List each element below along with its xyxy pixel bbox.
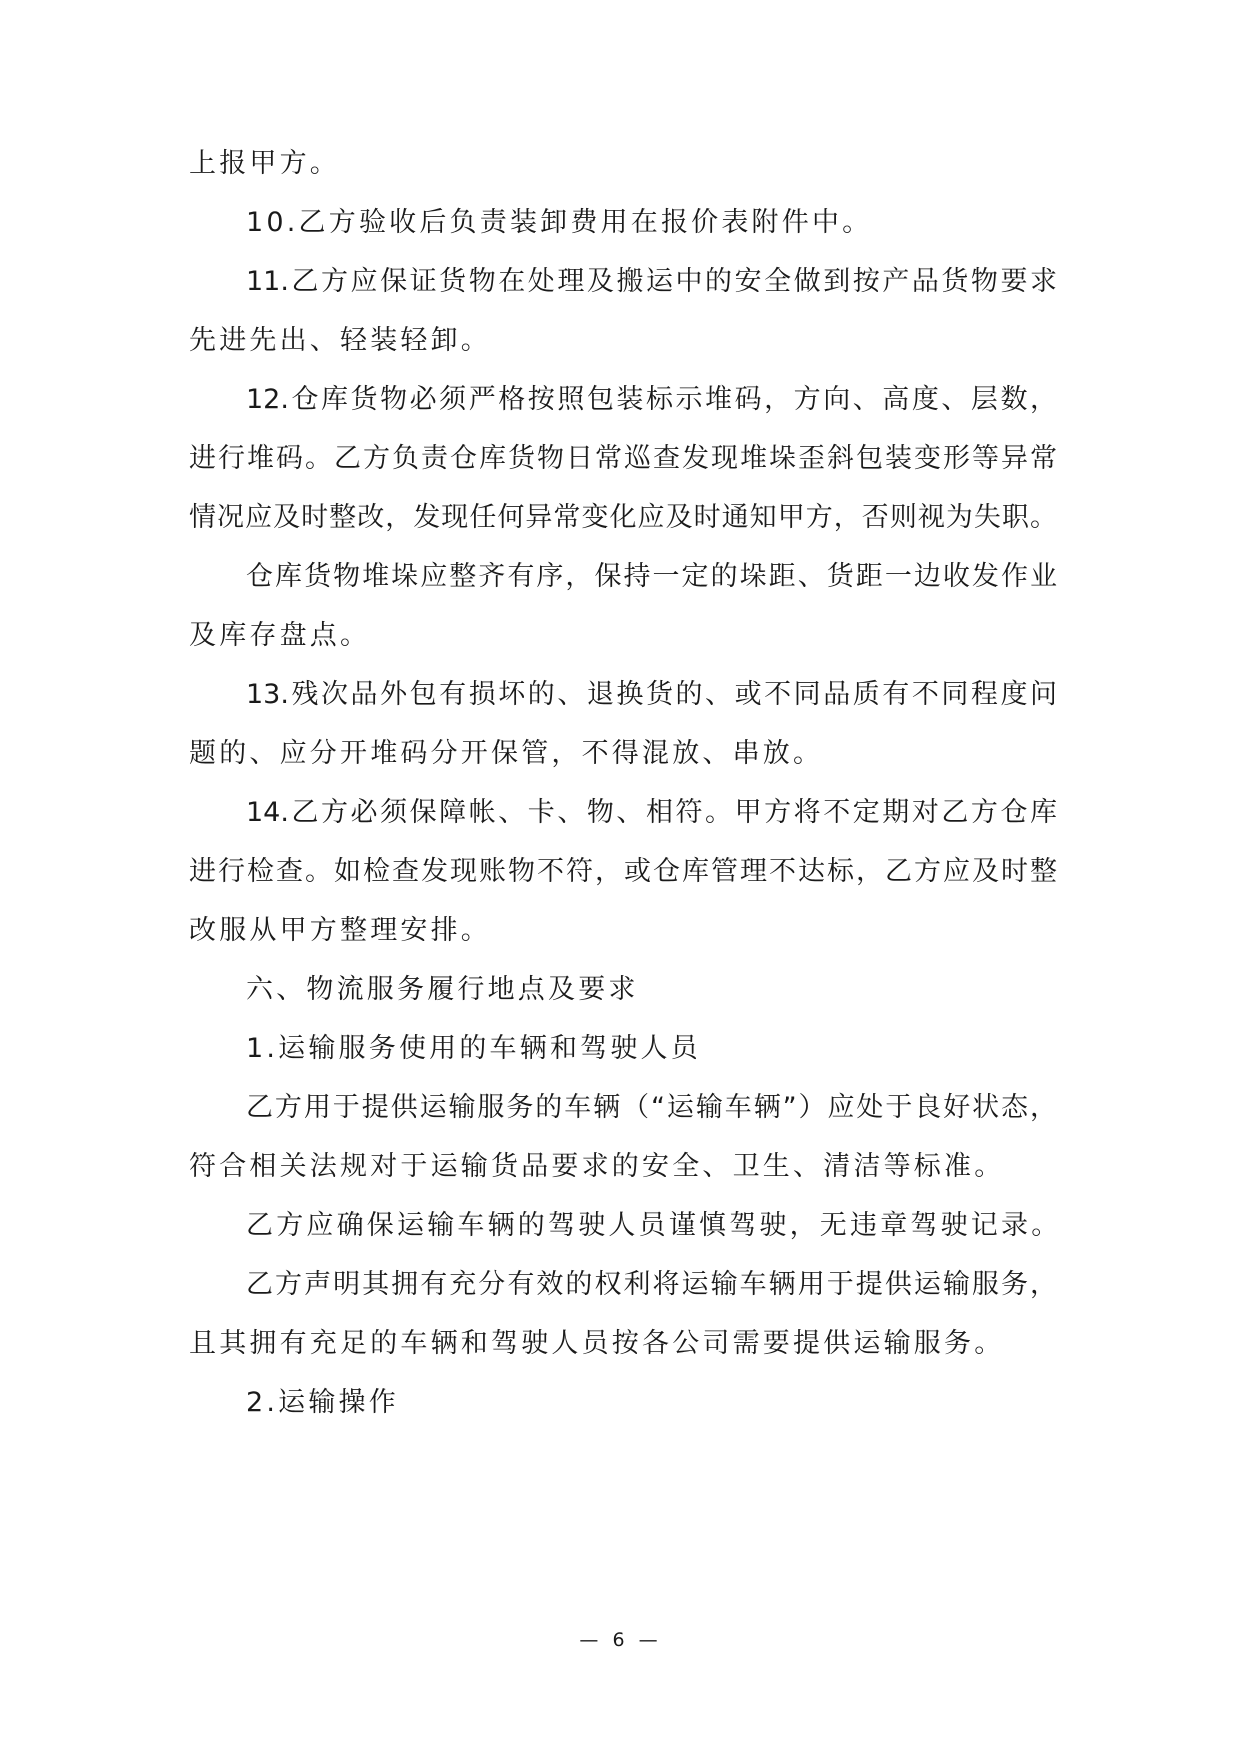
clause-11: 11.乙方应保证货物在处理及搬运中的安全做到按产品货物要求 (246, 266, 1057, 297)
text-line: 先进先出、轻装轻卸。 (189, 325, 491, 356)
clause-12: 12.仓库货物必须严格按照包装标示堆码，方向、高度、层数， (246, 384, 1057, 415)
clause-13: 13.残次品外包有损坏的、退换货的、或不同品质有不同程度问 (246, 679, 1057, 710)
text-line: 题的、应分开堆码分开保管，不得混放、串放。 (189, 738, 824, 769)
text-line: 且其拥有充足的车辆和驾驶人员按各公司需要提供运输服务。 (189, 1328, 1005, 1359)
text-line: 上报甲方。 (189, 148, 340, 179)
section-heading-6: 六、物流服务履行地点及要求 (246, 974, 639, 1005)
text-line: 符合相关法规对于运输货品要求的安全、卫生、清洁等标准。 (189, 1151, 1005, 1182)
paragraph-stacking: 仓库货物堆垛应整齐有序，保持一定的垛距、货距一边收发作业 (246, 561, 1057, 592)
text-line: 改服从甲方整理安排。 (189, 915, 491, 946)
paragraph-drivers: 乙方应确保运输车辆的驾驶人员谨慎驾驶，无违章驾驶记录。 (246, 1210, 1062, 1241)
clause-14: 14.乙方必须保障帐、卡、物、相符。甲方将不定期对乙方仓库 (246, 797, 1057, 828)
paragraph-vehicles: 乙方用于提供运输服务的车辆（“运输车辆”）应处于良好状态， (246, 1092, 1057, 1123)
text-line: 进行检查。如检查发现账物不符，或仓库管理不达标，乙方应及时整 (189, 856, 1057, 887)
clause-10: 10.乙方验收后负责装卸费用在报价表附件中。 (246, 207, 873, 238)
paragraph-rights: 乙方声明其拥有充分有效的权利将运输车辆用于提供运输服务， (246, 1269, 1057, 1300)
text-line: 情况应及时整改，发现任何异常变化应及时通知甲方，否则视为失职。 (189, 502, 1057, 533)
text-line: 进行堆码。乙方负责仓库货物日常巡查发现堆垛歪斜包装变形等异常 (189, 443, 1057, 474)
page-number: — 6 — (579, 1629, 662, 1651)
text-line: 及库存盘点。 (189, 620, 371, 651)
subsection-heading-2: 2.运输操作 (246, 1387, 399, 1418)
subsection-heading-1: 1.运输服务使用的车辆和驾驶人员 (246, 1033, 701, 1064)
